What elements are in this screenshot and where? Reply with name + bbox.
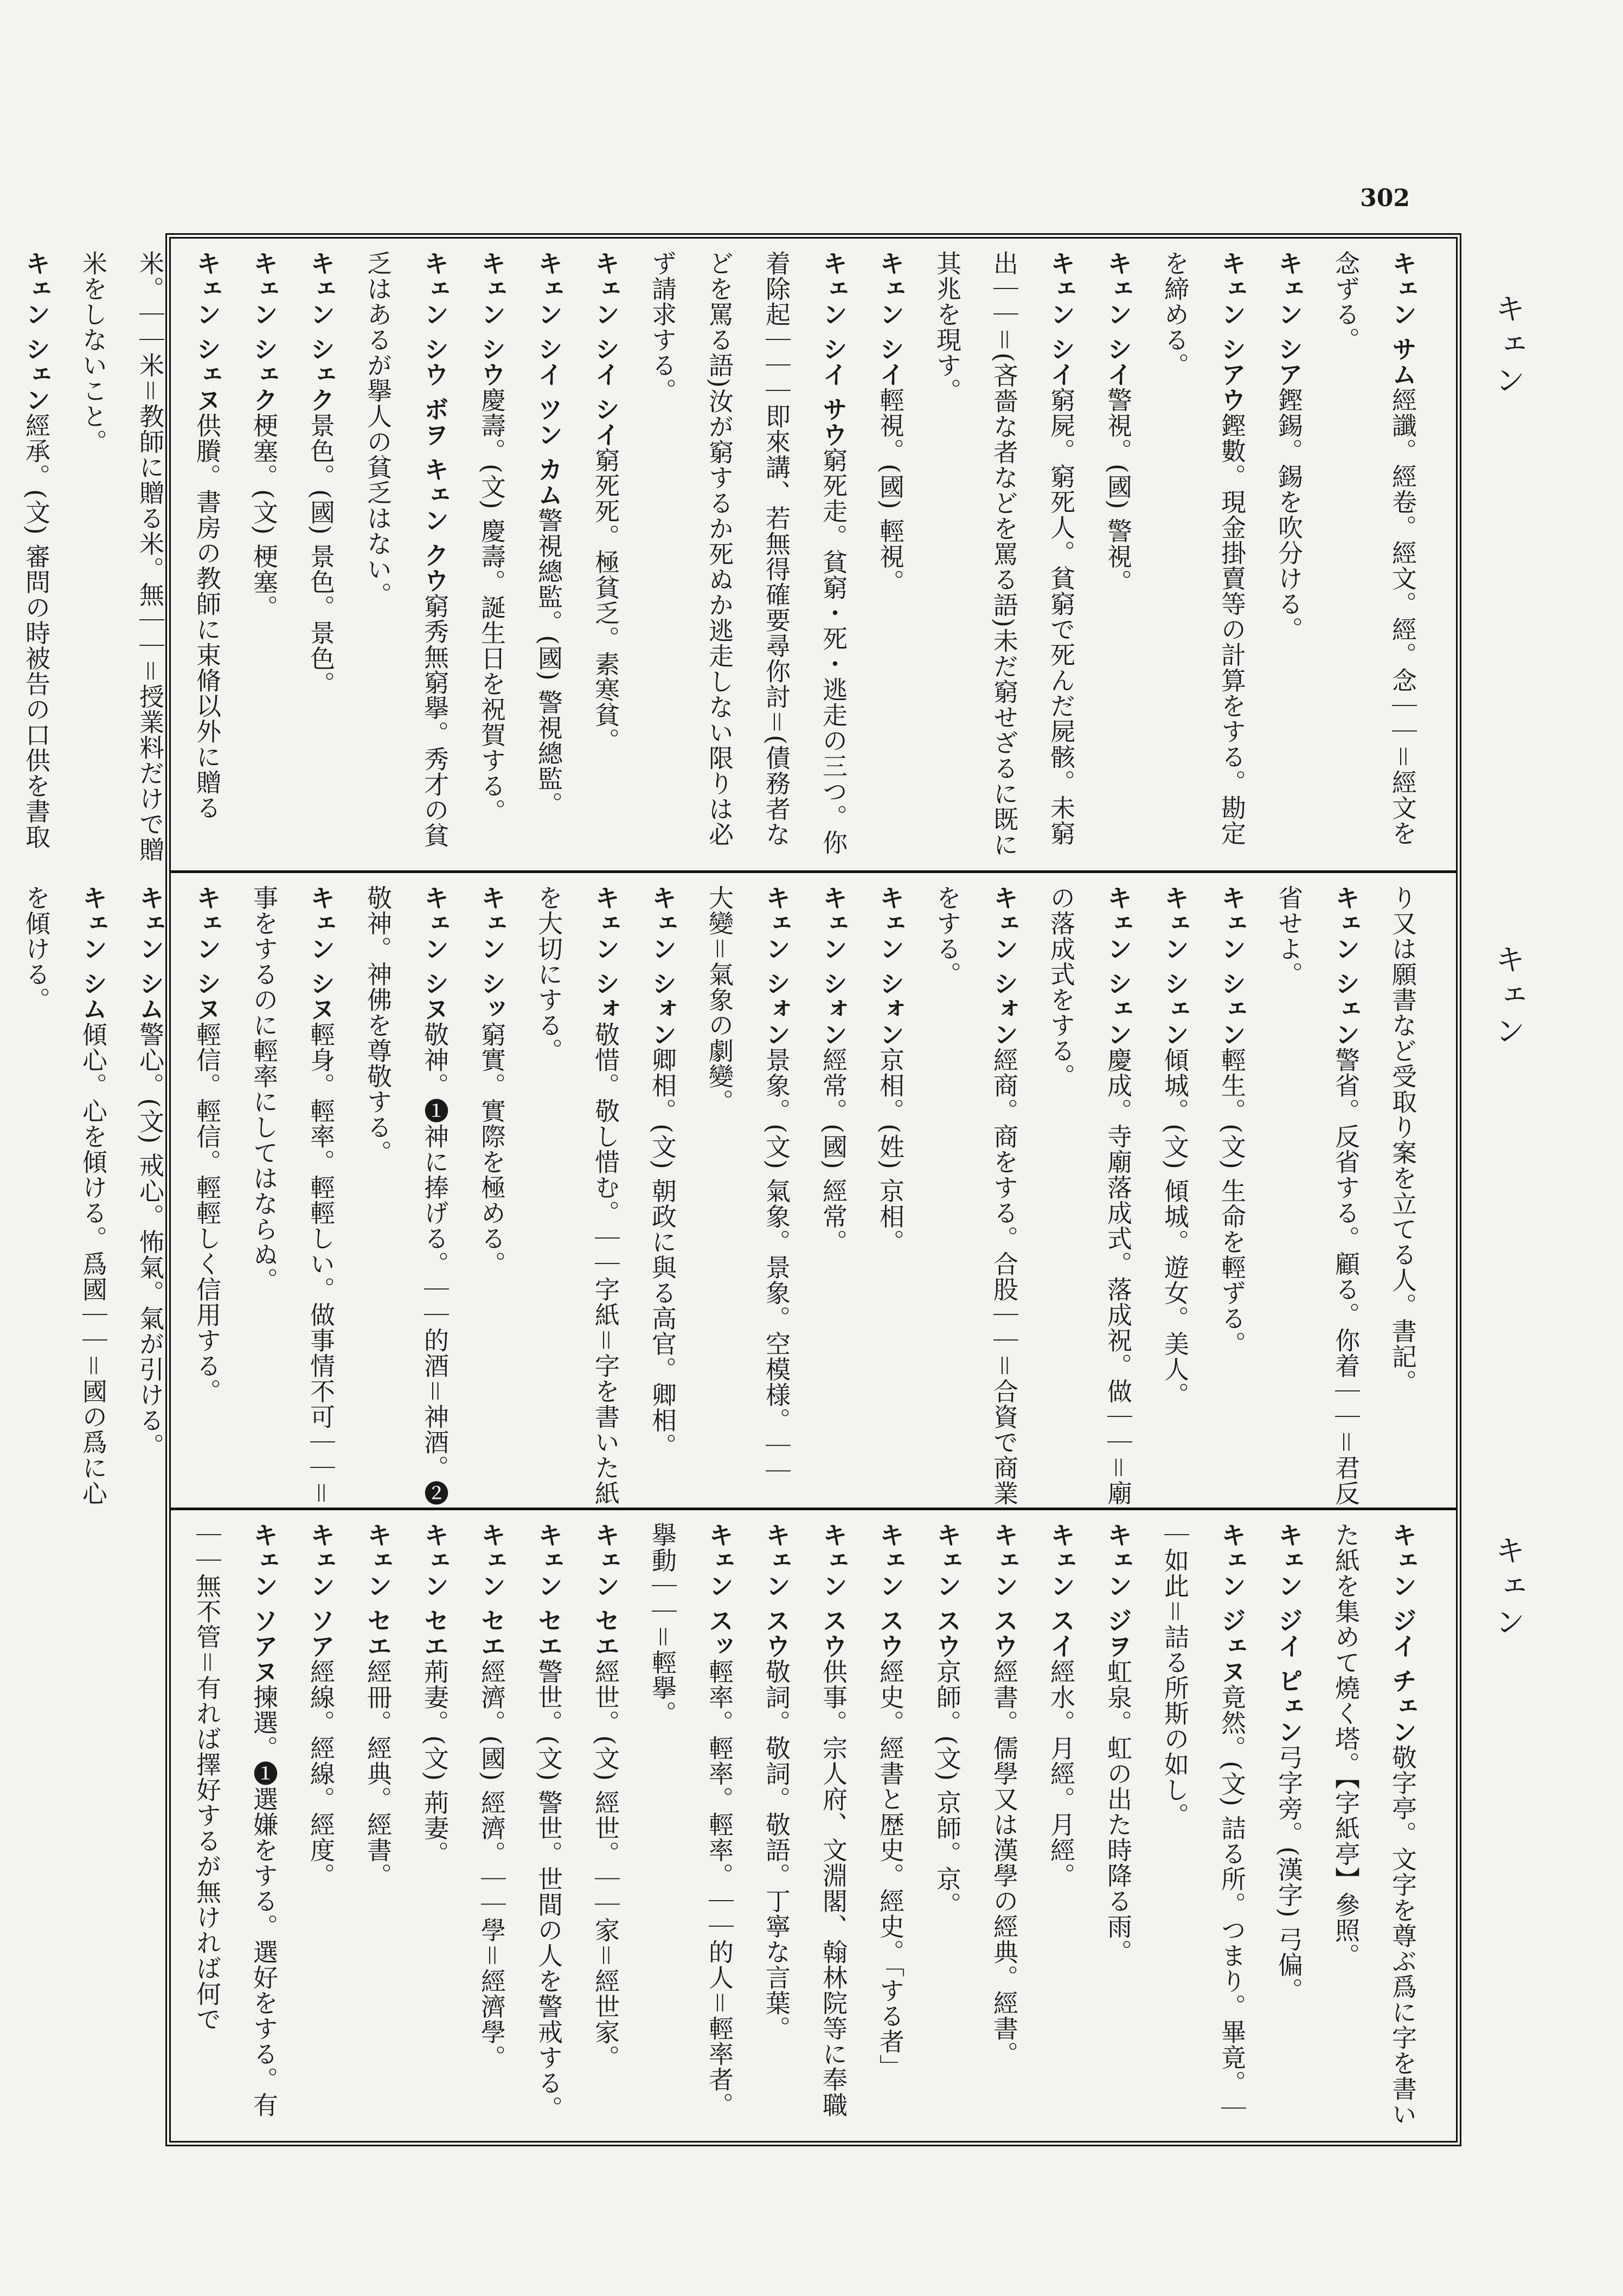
dictionary-entry <box>634 251 862 870</box>
entry-text: 供賸。書房の教師に束脩以外に贈る米。｜｜米＝教師に贈る米。無｜｜＝授業料だけで贈米をしないこと。 <box>79 251 222 862</box>
margin-header: キェン <box>1490 944 1525 1051</box>
dictionary-entry <box>634 1522 748 2141</box>
dictionary-entry <box>65 251 235 870</box>
entry-text: 經常。(國) 經常。 <box>819 1047 848 1255</box>
entry-text: 傾心。心を傾ける。爲國｜｜＝國の爲に心を傾ける。 <box>22 885 108 1506</box>
entry-heading: キェン サム <box>1388 251 1417 388</box>
entry-text: 京相。(姓) 京相。 <box>876 1047 905 1255</box>
entry-text: 鏗錫。錫を吹分ける。 <box>1274 387 1304 643</box>
dictionary-entry <box>1146 251 1260 870</box>
entry-text: 輕生。(文) 生命を輕ずる。 <box>1217 1047 1247 1357</box>
entry-heading: キェン シェク <box>306 251 336 413</box>
entry-text: 梗塞。(文) 梗塞。 <box>249 413 279 620</box>
entry-text: 輕信。輕信。輕輕しく信用する。 <box>193 1022 222 1404</box>
dictionary-entry <box>862 1522 919 2141</box>
entry-text: 窮實。實際を極める。 <box>477 1022 506 1277</box>
dictionary-entry <box>1146 885 1203 1508</box>
dictionary-entry <box>577 1522 634 2141</box>
entry-text: 景象。(文) 氣象。景象。空模様。｜｜大變＝氣象の劇變。 <box>705 885 791 1484</box>
entry-text: 經史。經書と歴史。經史。「する者」 <box>876 1659 905 2080</box>
dictionary-entry <box>349 251 463 870</box>
entry-heading: キェン シイ サウ <box>819 251 848 448</box>
dictionary-entry <box>1374 885 1431 1508</box>
margin-header: キェン <box>1490 293 1525 400</box>
entry-heading: キェン シイ ツン カム <box>534 251 563 508</box>
entry-heading: キェン スイ <box>1047 1522 1076 1659</box>
dictionary-entry <box>178 1522 292 2141</box>
dictionary-entry <box>235 885 349 1508</box>
entry-heading: キェン シウ <box>477 251 506 388</box>
entry-heading: キェン スッ <box>705 1522 734 1659</box>
dictionary-entry <box>178 885 235 1508</box>
dictionary-entry <box>1317 1522 1431 2141</box>
entry-text: 竟然。(文) 詰る所。つまり。畢竟。｜｜如此＝詰る所斯の如し。 <box>1160 1522 1247 2121</box>
dictionary-entry <box>1146 1522 1260 2141</box>
entry-heading: キェン シイ <box>1047 251 1076 388</box>
dictionary-entry <box>406 1522 463 2141</box>
entry-text: 警視總監。(國) 警視總監。 <box>534 508 563 817</box>
entry-heading: キェン シェク <box>249 251 279 413</box>
entry-text: 經冊。經典。經書。 <box>363 1659 393 1889</box>
entry-text: 弓字旁。(漢字) 弓偏。 <box>1274 1745 1304 2003</box>
dictionary-entry <box>292 1522 349 2141</box>
dictionary-entry <box>919 1522 976 2141</box>
entry-heading: キェン セエ <box>477 1522 506 1659</box>
entry-text: 警心。(文) 戒心。怖氣。氣が引ける。 <box>136 1022 165 1459</box>
entry-text: 警世。(文) 警世。世間の人を警戒する。 <box>534 1659 563 2121</box>
dictionary-entry <box>691 885 805 1508</box>
dictionary-entry <box>634 885 691 1508</box>
dictionary-entry <box>1260 885 1374 1508</box>
entry-text: 供事。宗人府、文淵閣、翰林院等に奉職 <box>819 1659 848 2118</box>
entry-heading: キェン セエ <box>591 1522 620 1659</box>
dictionary-entry <box>1260 251 1317 870</box>
entry-heading: キェン シアウ <box>1217 251 1247 413</box>
entry-heading: キェン ジェヌ <box>1217 1522 1247 1685</box>
dictionary-entry <box>1032 1522 1089 2141</box>
dictionary-entry <box>121 885 178 1508</box>
dictionary-frame <box>22 233 1461 2146</box>
entry-heading: キェン シェン <box>1331 885 1361 1048</box>
entry-heading: キェン ジイ ピェン <box>1274 1522 1304 1745</box>
entry-heading: キェン スウ <box>819 1522 848 1659</box>
entry-heading: キェン シイ シイ <box>591 251 620 448</box>
entry-heading: キェン シォン <box>819 885 848 1048</box>
dictionary-entry <box>349 1522 406 2141</box>
entry-text: 經承。(文) 審問の時被告の口供を書取 <box>22 413 51 850</box>
entry-heading: キェン シヌ <box>306 885 336 1022</box>
dictionary-entry <box>520 251 577 870</box>
dictionary-entry <box>463 1522 520 2141</box>
entry-heading: キェン スウ <box>990 1522 1019 1659</box>
entry-text: 虹泉。虹の出た時降る雨。 <box>1104 1659 1133 1965</box>
dictionary-entry <box>8 885 121 1508</box>
entry-text: 慶成。寺廟落成式。落成祝。做｜｜＝廟の落成式をする。 <box>1047 885 1133 1506</box>
entry-columns <box>171 1510 1456 2141</box>
entry-heading: キェン シア <box>1274 251 1304 388</box>
dictionary-entry <box>1203 885 1260 1508</box>
dictionary-entry <box>919 885 1032 1508</box>
dictionary-entry <box>520 1522 577 2141</box>
entry-text: 經讖。經卷。經文。經。念｜｜＝經文を念ずる。 <box>1331 251 1417 846</box>
dictionary-entry <box>976 1522 1032 2141</box>
entry-heading: キェン シォン <box>990 885 1019 1048</box>
entry-text: 輕身。輕率。輕輕しい。做事情不可｜｜＝事をするのに輕率にしてはならぬ。 <box>249 885 336 1506</box>
entry-text: 敬惜。敬し惜む。｜｜字紙＝字を書いた紙を大切にする。 <box>534 885 620 1506</box>
entry-text: 警視。(國) 警視。 <box>1104 387 1133 595</box>
entry-heading: キェン シイ <box>876 251 905 388</box>
dictionary-entry <box>1089 251 1146 870</box>
entry-text: 窮屍。窮死人。貧窮で死んだ屍骸。未窮出｜｜＝(吝嗇な者などを罵る語)未だ窮せざるに既に其兆を現す。 <box>933 251 1076 857</box>
dictionary-entry <box>805 885 862 1508</box>
entry-heading: キェン シッ <box>477 885 506 1022</box>
entry-heading: キェン シォン <box>648 885 677 1048</box>
entry-columns <box>22 873 1456 1508</box>
entry-heading: キェン シェヌ <box>193 251 222 413</box>
dictionary-entry <box>1317 251 1431 870</box>
entry-text: 傾城。(文) 傾城。遊女。美人。 <box>1160 1047 1190 1408</box>
entry-heading: キェン シェン <box>1217 885 1247 1048</box>
entry-heading: キェン シイ <box>1104 251 1133 388</box>
dictionary-entry <box>8 251 65 870</box>
entry-text: 經書。儒學又は漢學の經典。經書。 <box>990 1659 1019 2067</box>
entry-heading: キェン シヌ <box>193 885 222 1022</box>
entry-heading: キェン スウ <box>762 1522 791 1659</box>
entry-text: 慶壽。(文) 慶壽。誕生日を祝賀する。 <box>477 387 506 824</box>
entry-text: 敬神。❶神に捧げる。｜｜的酒＝神酒。❷敬神。神佛を尊敬する。 <box>363 885 450 1506</box>
entry-heading: キェン シェン <box>22 251 51 413</box>
section-bottom <box>171 1508 1456 2141</box>
entry-text: 鏗數。現金掛賣等の計算をする。勘定を締める。 <box>1160 251 1247 846</box>
entry-heading: キェン シェン <box>1104 885 1133 1048</box>
entry-text: 經世。(文) 經世。｜｜家＝經世家。 <box>591 1659 620 2070</box>
entry-text: り又は願書など受取り案を立てる人。書記。 <box>1388 885 1417 1395</box>
entry-heading: キェン シム <box>79 885 108 1022</box>
entry-heading: キェン スウ <box>876 1522 905 1659</box>
dictionary-entry <box>349 885 463 1508</box>
entry-heading: キェン シヌ <box>420 885 450 1022</box>
dictionary-entry <box>862 251 919 870</box>
entry-text: 揀選。❶選嫌をする。選好をする。有｜｜無不管＝有れば擇好するが無ければ何で <box>193 1522 279 2118</box>
entry-text: 景色。(國) 景色。景色。 <box>306 413 336 697</box>
entry-heading: キェン セエ <box>363 1522 393 1659</box>
dictionary-entry <box>748 1522 805 2141</box>
entry-text: 輕率。輕率。輕率。｜｜的人＝輕率者。擧動｜｜＝輕擧。 <box>648 1522 734 2118</box>
entry-heading: キェン ジイ チェン <box>1388 1522 1417 1745</box>
dictionary-entry <box>292 251 349 870</box>
entry-text: 窮死死。極貧乏。素寒貧。 <box>591 447 620 754</box>
dictionary-entry <box>1260 1522 1317 2141</box>
entry-heading: キェン シォ <box>591 885 620 1022</box>
entry-text: 經濟。(國) 經濟。｜｜學＝經濟學。 <box>477 1659 506 2070</box>
entry-heading: キェン ソアヌ <box>249 1522 279 1685</box>
entry-text: 卿相。(文) 朝政に與る高官。卿相。 <box>648 1047 677 1459</box>
entry-heading: キェン シム <box>136 885 165 1022</box>
entry-columns <box>22 239 1456 870</box>
entry-text: 輕視。(國) 輕視。 <box>876 387 905 595</box>
entry-text: 敬字亭。文字を尊ぶ爲に字を書いた紙を集めて燒く塔。【字紙亭】參照。 <box>1331 1522 1417 2127</box>
page-number: 302 <box>1360 184 1410 212</box>
dictionary-entry <box>805 1522 862 2141</box>
dictionary-entry <box>520 885 634 1508</box>
dictionary-entry <box>235 251 292 870</box>
entry-heading: キェン ソア <box>306 1522 336 1659</box>
entry-text: 經水。月經。月經。 <box>1047 1659 1076 1889</box>
dictionary-entry <box>1089 1522 1146 2141</box>
entry-heading: キェン シォン <box>762 885 791 1048</box>
entry-text: 窮秀無窮擧。秀才の貧乏はあるが擧人の貧乏はない。 <box>363 251 450 849</box>
section-middle <box>22 870 1456 1508</box>
entry-heading: キェン スウ <box>933 1522 962 1659</box>
entry-text: 經商。商をする。合股｜｜＝合資で商業をする。 <box>933 885 1019 1506</box>
entry-heading: キェン シォン <box>876 885 905 1048</box>
entry-text: 京師。(文) 京師。京。 <box>933 1659 962 1917</box>
entry-heading: キェン セエ <box>420 1522 450 1659</box>
dictionary-entry <box>919 251 1089 870</box>
entry-heading: キェン シェン <box>1160 885 1190 1048</box>
entry-text: 經線。經線。經度。 <box>306 1659 336 1889</box>
dictionary-entry <box>463 251 520 870</box>
dictionary-entry <box>463 885 520 1508</box>
entry-heading: キェン セエ <box>534 1522 563 1659</box>
dictionary-entry <box>862 885 919 1508</box>
section-top <box>22 239 1456 870</box>
dictionary-entry <box>577 251 634 870</box>
entry-text: 荊妻。(文) 荊妻。 <box>420 1659 450 1867</box>
entry-text: 窮死走。貧窮・死・逃走の三つ。你着除起｜｜｜即來講、若無得確要尋你討＝(債務者などを罵る語)汝が窮するか死ぬか逃走しない限りは必ず請求する。 <box>648 251 848 856</box>
entry-text: 警省。反省する。顧る。你着｜｜＝君反省せよ。 <box>1274 885 1361 1506</box>
dictionary-entry <box>1032 885 1146 1508</box>
margin-header: キェン <box>1490 1535 1525 1642</box>
entry-text: 敬詞。敬詞。敬語。丁寧な言葉。 <box>762 1659 791 2042</box>
entry-heading: キェン ジヲ <box>1104 1522 1133 1659</box>
entry-heading: キェン シウ ボヲ キェン クウ <box>420 251 450 594</box>
